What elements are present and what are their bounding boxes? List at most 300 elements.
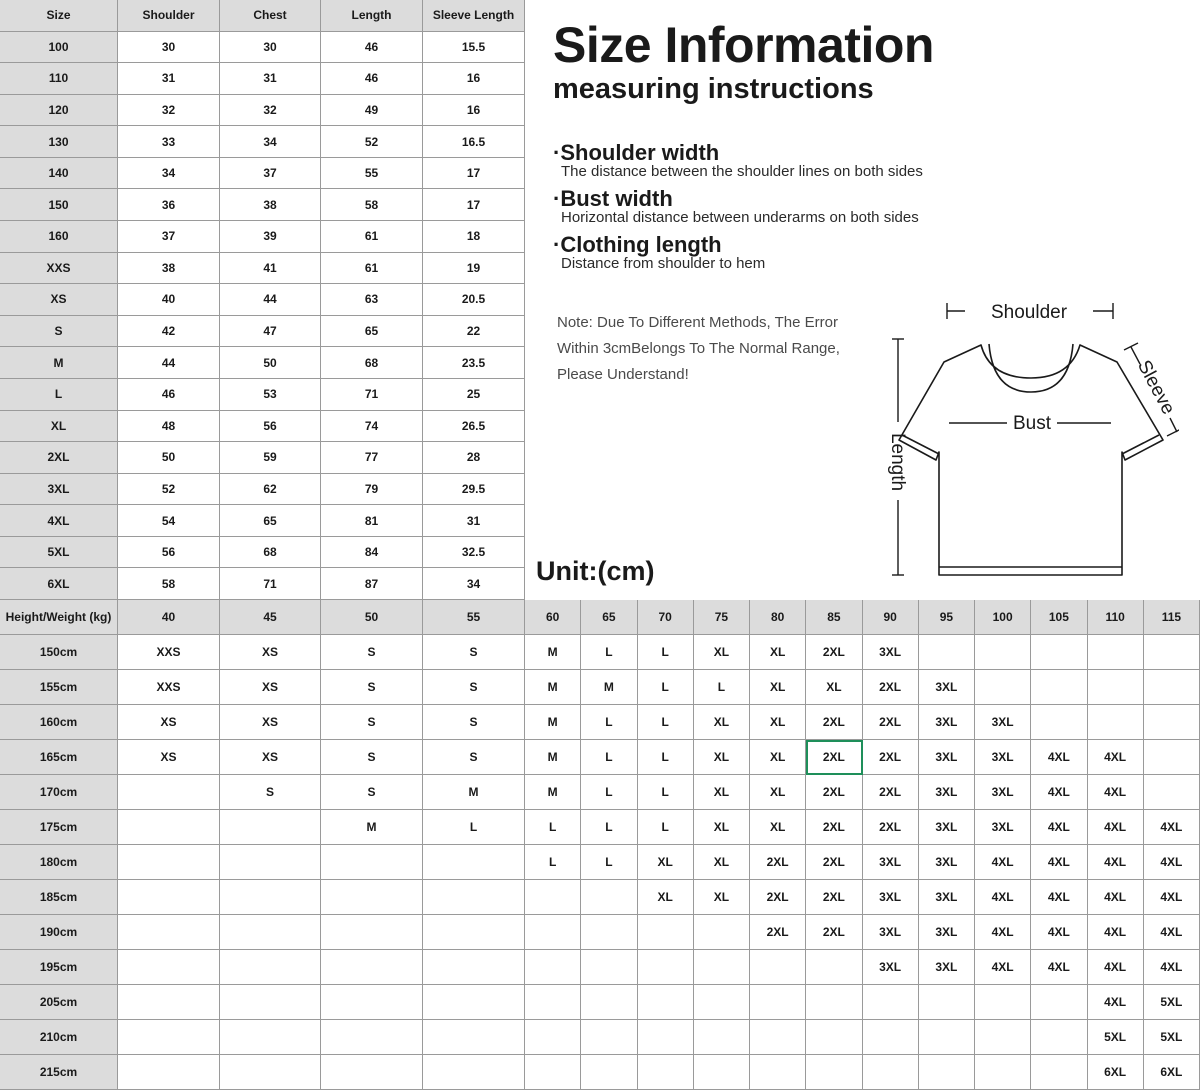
size-measure-cell: 34 xyxy=(220,126,321,158)
fit-size-cell xyxy=(863,985,919,1020)
fit-size-cell: 5XL xyxy=(1144,1020,1200,1055)
size-measure-cell: 79 xyxy=(321,474,423,506)
size-measure-cell: 52 xyxy=(321,126,423,158)
fit-size-cell xyxy=(423,845,525,880)
fit-size-cell xyxy=(220,1020,321,1055)
size-measure-cell: 30 xyxy=(220,32,321,64)
fit-size-cell xyxy=(581,915,637,950)
fit-size-cell xyxy=(919,985,975,1020)
size-measure-cell: 34 xyxy=(118,158,220,190)
fit-size-cell: 4XL xyxy=(1088,810,1144,845)
fit-table-corner: Height/Weight (kg) xyxy=(0,600,118,635)
bust-label: Bust xyxy=(1012,413,1052,434)
size-measure-cell: 19 xyxy=(423,253,525,285)
fit-size-cell: 4XL xyxy=(1031,810,1087,845)
size-measure-cell: 81 xyxy=(321,505,423,537)
fit-size-cell: XL xyxy=(750,775,806,810)
fit-size-cell xyxy=(638,985,694,1020)
fit-size-cell: XL xyxy=(638,845,694,880)
size-measure-cell: 49 xyxy=(321,95,423,127)
fit-size-cell: 4XL xyxy=(1144,880,1200,915)
fit-size-cell: 2XL xyxy=(806,880,862,915)
fit-size-cell xyxy=(220,1055,321,1090)
fit-size-cell: L xyxy=(638,740,694,775)
fit-size-cell xyxy=(750,1055,806,1090)
tshirt-icon xyxy=(899,344,1163,575)
fit-size-cell: 4XL xyxy=(975,880,1031,915)
fit-size-cell xyxy=(1031,635,1087,670)
size-measure-cell: 31 xyxy=(118,63,220,95)
size-label-cell: 140 xyxy=(0,158,118,190)
size-measure-cell: 44 xyxy=(220,284,321,316)
fit-size-cell xyxy=(220,985,321,1020)
fit-size-cell: 3XL xyxy=(975,775,1031,810)
size-label-cell: 110 xyxy=(0,63,118,95)
fit-size-cell xyxy=(975,1020,1031,1055)
weight-header-cell: 45 xyxy=(220,600,321,635)
fit-size-cell xyxy=(118,985,220,1020)
fit-size-cell: 4XL xyxy=(975,845,1031,880)
fit-size-cell: L xyxy=(638,705,694,740)
fit-size-cell: 5XL xyxy=(1088,1020,1144,1055)
weight-header-cell: 115 xyxy=(1144,600,1200,635)
fit-size-cell: 2XL xyxy=(806,810,862,845)
fit-size-cell xyxy=(321,950,423,985)
size-label-cell: 130 xyxy=(0,126,118,158)
fit-size-cell: L xyxy=(581,775,637,810)
weight-header-cell: 95 xyxy=(919,600,975,635)
fit-size-cell: 2XL xyxy=(750,915,806,950)
height-label-cell: 195cm xyxy=(0,950,118,985)
fit-size-cell xyxy=(220,880,321,915)
fit-size-cell: 4XL xyxy=(1031,740,1087,775)
tshirt-measurement-diagram xyxy=(859,292,1179,582)
fit-size-cell xyxy=(806,950,862,985)
fit-size-cell: XL xyxy=(694,845,750,880)
size-label-cell: M xyxy=(0,347,118,379)
fit-size-cell: S xyxy=(423,705,525,740)
size-measure-cell: 56 xyxy=(220,411,321,443)
fit-size-cell: M xyxy=(525,740,581,775)
fit-size-cell xyxy=(1031,1020,1087,1055)
fit-size-cell: L xyxy=(638,670,694,705)
fit-size-cell: 6XL xyxy=(1088,1055,1144,1090)
fit-size-cell: S xyxy=(321,705,423,740)
fit-size-cell: 2XL xyxy=(863,810,919,845)
fit-size-cell: XL xyxy=(694,880,750,915)
size-measure-cell: 62 xyxy=(220,474,321,506)
fit-size-cell: 4XL xyxy=(1088,740,1144,775)
fit-size-cell: 3XL xyxy=(863,880,919,915)
fit-size-cell: XL xyxy=(750,670,806,705)
size-measure-cell: 42 xyxy=(118,316,220,348)
fit-size-cell xyxy=(525,950,581,985)
fit-size-cell xyxy=(321,1020,423,1055)
fit-size-cell xyxy=(423,950,525,985)
fit-size-cell xyxy=(638,1055,694,1090)
size-table-header: Chest xyxy=(220,0,321,32)
weight-header-cell: 90 xyxy=(863,600,919,635)
size-measure-cell: 40 xyxy=(118,284,220,316)
fit-size-cell: 4XL xyxy=(1031,880,1087,915)
fit-size-cell xyxy=(975,1055,1031,1090)
fit-size-cell: XS xyxy=(220,635,321,670)
fit-size-cell: L xyxy=(694,670,750,705)
fit-size-cell xyxy=(919,1020,975,1055)
size-measure-cell: 52 xyxy=(118,474,220,506)
fit-size-cell: XL xyxy=(694,740,750,775)
fit-size-cell: XS xyxy=(118,705,220,740)
fit-size-cell: 2XL xyxy=(750,880,806,915)
fit-size-cell xyxy=(1144,775,1200,810)
fit-size-cell xyxy=(321,1055,423,1090)
fit-size-cell xyxy=(1144,740,1200,775)
fit-size-cell xyxy=(118,880,220,915)
fit-size-cell xyxy=(694,915,750,950)
fit-size-cell xyxy=(118,915,220,950)
fit-size-cell: XL xyxy=(638,880,694,915)
fit-size-cell: 4XL xyxy=(1144,915,1200,950)
measure-heading-bust: ·Bust width xyxy=(553,186,673,211)
size-label-cell: 4XL xyxy=(0,505,118,537)
fit-size-cell: 4XL xyxy=(1031,950,1087,985)
fit-size-cell xyxy=(806,1055,862,1090)
fit-size-cell xyxy=(423,1020,525,1055)
size-measure-cell: 28 xyxy=(423,442,525,474)
fit-size-cell xyxy=(806,1020,862,1055)
fit-size-cell: S xyxy=(423,670,525,705)
height-label-cell: 190cm xyxy=(0,915,118,950)
fit-size-cell: 2XL xyxy=(806,635,862,670)
measure-desc-length: Distance from shoulder to hem xyxy=(561,255,766,272)
fit-size-cell xyxy=(1144,670,1200,705)
fit-size-cell: 3XL xyxy=(919,670,975,705)
fit-size-cell: 5XL xyxy=(1144,985,1200,1020)
fit-size-cell: L xyxy=(581,705,637,740)
fit-size-cell: 4XL xyxy=(1088,775,1144,810)
fit-size-cell xyxy=(220,845,321,880)
fit-size-cell: 4XL xyxy=(1031,845,1087,880)
fit-size-cell: S xyxy=(321,740,423,775)
fit-size-cell: 2XL xyxy=(863,705,919,740)
fit-size-cell: XXS xyxy=(118,635,220,670)
fit-size-cell xyxy=(919,1055,975,1090)
page-subtitle: measuring instructions xyxy=(553,73,874,105)
fit-size-cell: S xyxy=(220,775,321,810)
fit-size-cell: 4XL xyxy=(1031,915,1087,950)
fit-size-cell: 3XL xyxy=(919,950,975,985)
size-measure-cell: 46 xyxy=(321,32,423,64)
fit-size-cell xyxy=(581,950,637,985)
size-measure-cell: 84 xyxy=(321,537,423,569)
fit-size-cell: 2XL xyxy=(806,740,862,775)
fit-size-cell xyxy=(1144,635,1200,670)
size-label-cell: XL xyxy=(0,411,118,443)
fit-size-cell xyxy=(581,880,637,915)
weight-header-cell: 65 xyxy=(581,600,637,635)
fit-size-cell: 2XL xyxy=(806,845,862,880)
fit-size-cell: L xyxy=(581,810,637,845)
fit-size-cell: 3XL xyxy=(863,845,919,880)
fit-size-cell: 3XL xyxy=(863,950,919,985)
fit-size-cell: 4XL xyxy=(1144,950,1200,985)
note-line: Please Understand! xyxy=(557,366,689,383)
fit-size-cell xyxy=(863,1055,919,1090)
size-measure-cell: 32 xyxy=(118,95,220,127)
fit-size-cell: 6XL xyxy=(1144,1055,1200,1090)
fit-size-cell xyxy=(1088,635,1144,670)
size-information-panel xyxy=(526,0,1200,598)
size-measure-cell: 56 xyxy=(118,537,220,569)
fit-size-cell: 3XL xyxy=(863,915,919,950)
fit-size-cell: 3XL xyxy=(919,845,975,880)
fit-size-cell xyxy=(525,915,581,950)
sleeve-label: Sleeve xyxy=(1132,356,1179,419)
fit-size-cell: XS xyxy=(220,670,321,705)
height-label-cell: 205cm xyxy=(0,985,118,1020)
size-measure-cell: 31 xyxy=(220,63,321,95)
size-measure-cell: 47 xyxy=(220,316,321,348)
fit-size-cell xyxy=(638,950,694,985)
fit-size-cell xyxy=(118,950,220,985)
fit-size-cell: 3XL xyxy=(863,635,919,670)
fit-size-cell xyxy=(581,985,637,1020)
fit-size-cell xyxy=(525,985,581,1020)
fit-size-cell: XL xyxy=(750,740,806,775)
weight-header-cell: 75 xyxy=(694,600,750,635)
size-measure-cell: 16.5 xyxy=(423,126,525,158)
note-line: Note: Due To Different Methods, The Error xyxy=(557,314,838,331)
size-measure-cell: 77 xyxy=(321,442,423,474)
fit-size-cell: XL xyxy=(750,810,806,845)
fit-size-cell xyxy=(638,915,694,950)
size-measure-cell: 65 xyxy=(220,505,321,537)
weight-header-cell: 105 xyxy=(1031,600,1087,635)
fit-size-cell xyxy=(525,1020,581,1055)
height-label-cell: 160cm xyxy=(0,705,118,740)
fit-size-cell: XS xyxy=(118,740,220,775)
size-measure-cell: 50 xyxy=(118,442,220,474)
size-measure-cell: 74 xyxy=(321,411,423,443)
measure-desc-bust: Horizontal distance between underarms on both sides xyxy=(561,209,919,226)
measure-desc-shoulder: The distance between the shoulder lines on both sides xyxy=(561,163,923,180)
size-measure-cell: 17 xyxy=(423,158,525,190)
size-measure-cell: 71 xyxy=(321,379,423,411)
size-label-cell: XXS xyxy=(0,253,118,285)
fit-size-cell: 4XL xyxy=(1144,845,1200,880)
fit-size-cell: XS xyxy=(220,705,321,740)
size-measure-cell: 59 xyxy=(220,442,321,474)
weight-header-cell: 70 xyxy=(638,600,694,635)
size-measure-cell: 50 xyxy=(220,347,321,379)
fit-size-cell: 4XL xyxy=(1088,915,1144,950)
size-measure-cell: 33 xyxy=(118,126,220,158)
fit-size-cell xyxy=(750,985,806,1020)
fit-size-cell: 4XL xyxy=(975,950,1031,985)
fit-size-cell: S xyxy=(321,635,423,670)
fit-size-cell xyxy=(118,1020,220,1055)
size-measure-cell: 18 xyxy=(423,221,525,253)
fit-size-cell xyxy=(118,1055,220,1090)
fit-size-cell: S xyxy=(321,775,423,810)
size-measure-cell: 68 xyxy=(220,537,321,569)
size-measure-cell: 53 xyxy=(220,379,321,411)
fit-size-cell xyxy=(750,950,806,985)
measurement-note xyxy=(557,310,877,388)
size-measure-cell: 25 xyxy=(423,379,525,411)
fit-size-cell: XXS xyxy=(118,670,220,705)
size-measure-cell: 20.5 xyxy=(423,284,525,316)
fit-size-cell xyxy=(423,880,525,915)
fit-size-cell: 3XL xyxy=(919,880,975,915)
fit-size-cell: 4XL xyxy=(1088,985,1144,1020)
size-measure-cell: 48 xyxy=(118,411,220,443)
fit-size-cell: M xyxy=(525,705,581,740)
fit-size-cell: 2XL xyxy=(863,670,919,705)
fit-size-cell xyxy=(118,845,220,880)
size-label-cell: 5XL xyxy=(0,537,118,569)
fit-size-cell xyxy=(694,1055,750,1090)
size-label-cell: 100 xyxy=(0,32,118,64)
fit-size-cell: XL xyxy=(694,705,750,740)
size-label-cell: 150 xyxy=(0,189,118,221)
size-measure-cell: 38 xyxy=(118,253,220,285)
fit-size-cell xyxy=(1144,705,1200,740)
fit-size-cell: 4XL xyxy=(1088,950,1144,985)
size-measure-cell: 23.5 xyxy=(423,347,525,379)
fit-size-cell xyxy=(1031,705,1087,740)
fit-size-cell: 3XL xyxy=(919,740,975,775)
size-measure-cell: 29.5 xyxy=(423,474,525,506)
size-label-cell: XS xyxy=(0,284,118,316)
fit-size-cell: M xyxy=(525,775,581,810)
size-measure-cell: 58 xyxy=(118,568,220,600)
measure-heading-shoulder: ·Shoulder width xyxy=(553,140,720,165)
height-label-cell: 210cm xyxy=(0,1020,118,1055)
weight-header-cell: 80 xyxy=(750,600,806,635)
size-measure-cell: 15.5 xyxy=(423,32,525,64)
fit-size-cell: 3XL xyxy=(975,740,1031,775)
fit-size-cell: XS xyxy=(220,740,321,775)
size-label-cell: 3XL xyxy=(0,474,118,506)
fit-size-cell: S xyxy=(423,635,525,670)
fit-size-cell: 4XL xyxy=(1031,775,1087,810)
fit-size-cell xyxy=(975,985,1031,1020)
size-measure-cell: 32.5 xyxy=(423,537,525,569)
size-measure-cell: 71 xyxy=(220,568,321,600)
fit-size-cell: 3XL xyxy=(919,915,975,950)
fit-size-cell xyxy=(1031,670,1087,705)
fit-size-cell: L xyxy=(525,845,581,880)
height-label-cell: 150cm xyxy=(0,635,118,670)
size-table-header: Size xyxy=(0,0,118,32)
fit-size-cell: XL xyxy=(694,775,750,810)
size-measure-cell: 38 xyxy=(220,189,321,221)
fit-size-cell: XL xyxy=(750,635,806,670)
size-table-header: Shoulder xyxy=(118,0,220,32)
fit-size-cell: M xyxy=(525,670,581,705)
size-label-cell: L xyxy=(0,379,118,411)
fit-size-cell xyxy=(1031,1055,1087,1090)
fit-size-cell: 3XL xyxy=(975,705,1031,740)
fit-size-cell xyxy=(321,915,423,950)
fit-size-cell xyxy=(975,635,1031,670)
fit-size-cell xyxy=(863,1020,919,1055)
fit-size-cell: 2XL xyxy=(863,740,919,775)
size-label-cell: 2XL xyxy=(0,442,118,474)
fit-size-cell: L xyxy=(638,775,694,810)
fit-size-cell xyxy=(919,635,975,670)
fit-size-cell xyxy=(638,1020,694,1055)
size-label-cell: 160 xyxy=(0,221,118,253)
fit-size-cell xyxy=(525,1055,581,1090)
size-measure-cell: 22 xyxy=(423,316,525,348)
fit-size-cell: XL xyxy=(694,810,750,845)
fit-size-cell: XL xyxy=(806,670,862,705)
size-measure-cell: 16 xyxy=(423,95,525,127)
size-measure-cell: 46 xyxy=(321,63,423,95)
fit-size-cell xyxy=(694,950,750,985)
fit-size-cell: M xyxy=(525,635,581,670)
fit-size-cell: L xyxy=(581,740,637,775)
size-measure-cell: 26.5 xyxy=(423,411,525,443)
fit-size-cell xyxy=(220,915,321,950)
fit-size-cell: L xyxy=(638,635,694,670)
weight-header-cell: 50 xyxy=(321,600,423,635)
size-measure-cell: 58 xyxy=(321,189,423,221)
length-label: Length xyxy=(887,432,908,492)
fit-size-cell: 3XL xyxy=(919,810,975,845)
fit-size-cell xyxy=(321,845,423,880)
fit-size-cell xyxy=(975,670,1031,705)
size-label-cell: 6XL xyxy=(0,568,118,600)
size-measure-cell: 31 xyxy=(423,505,525,537)
fit-size-cell xyxy=(694,985,750,1020)
fit-size-cell: 4XL xyxy=(975,915,1031,950)
fit-size-cell: 2XL xyxy=(806,915,862,950)
fit-size-cell xyxy=(581,1055,637,1090)
fit-size-cell xyxy=(1031,985,1087,1020)
height-label-cell: 170cm xyxy=(0,775,118,810)
size-measure-cell: 37 xyxy=(118,221,220,253)
size-measure-cell: 30 xyxy=(118,32,220,64)
weight-header-cell: 100 xyxy=(975,600,1031,635)
measure-heading-length: ·Clothing length xyxy=(553,232,722,257)
size-table-header: Sleeve Length xyxy=(423,0,525,32)
height-label-cell: 215cm xyxy=(0,1055,118,1090)
fit-size-cell xyxy=(806,985,862,1020)
fit-size-cell: 4XL xyxy=(1088,880,1144,915)
fit-size-cell xyxy=(118,775,220,810)
fit-size-cell: XL xyxy=(750,705,806,740)
size-measure-cell: 39 xyxy=(220,221,321,253)
fit-size-cell xyxy=(423,985,525,1020)
fit-size-cell: M xyxy=(423,775,525,810)
size-measure-cell: 32 xyxy=(220,95,321,127)
size-measure-cell: 68 xyxy=(321,347,423,379)
fit-size-cell: S xyxy=(423,740,525,775)
fit-size-cell: L xyxy=(581,635,637,670)
fit-size-cell: M xyxy=(321,810,423,845)
fit-size-cell xyxy=(750,1020,806,1055)
size-measure-cell: 41 xyxy=(220,253,321,285)
size-measure-cell: 65 xyxy=(321,316,423,348)
fit-size-cell xyxy=(118,810,220,845)
fit-size-cell: XL xyxy=(694,635,750,670)
size-measure-cell: 17 xyxy=(423,189,525,221)
fit-size-cell: 3XL xyxy=(919,775,975,810)
size-measure-cell: 61 xyxy=(321,253,423,285)
